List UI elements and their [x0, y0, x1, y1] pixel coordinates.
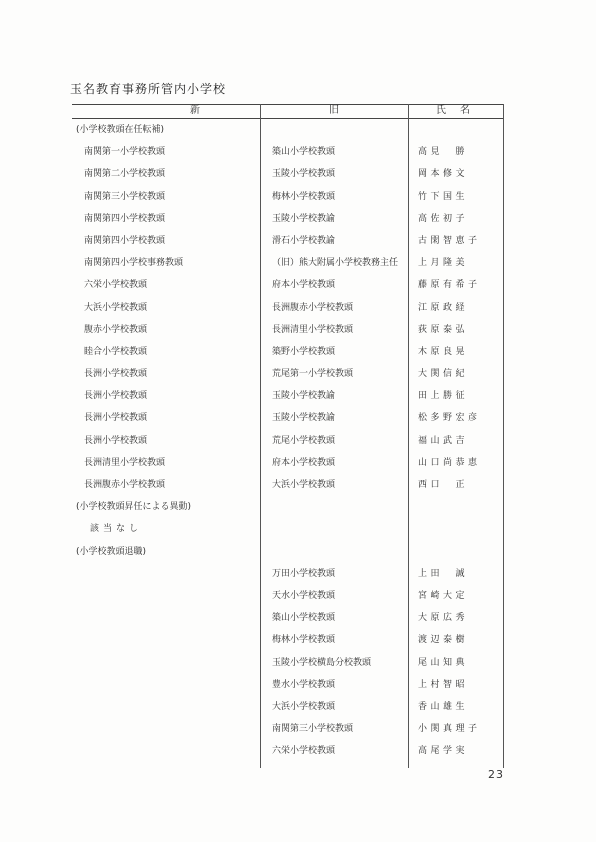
- table-row: [72, 585, 503, 607]
- table-row: [72, 141, 503, 163]
- new-position: 長洲清里小学校教頭: [84, 457, 166, 468]
- new-position: 南関第三小学校教頭: [84, 191, 166, 202]
- old-position: 滑石小学校教諭: [272, 235, 336, 246]
- person-name: 尾山知典: [418, 657, 469, 668]
- person-name: 上村智昭: [418, 679, 469, 690]
- old-position: （旧）熊大附属小学校教務主任: [272, 258, 399, 269]
- section-heading: (小学校教頭退職): [76, 546, 147, 557]
- new-position: 腹赤小学校教頭: [84, 324, 148, 335]
- person-name: 西口 正: [418, 480, 469, 490]
- person-name: 高見 勝: [418, 147, 469, 158]
- person-name: 藤原有希子: [418, 280, 481, 291]
- new-position: 長洲小学校教頭: [84, 413, 148, 424]
- section-heading: (小学校教頭在任転補): [76, 125, 165, 135]
- old-position: 大浜小学校教頭: [272, 480, 336, 490]
- person-name: 岡本修文: [418, 169, 469, 180]
- table-row: [72, 163, 503, 185]
- table-row: [72, 297, 503, 319]
- person-name: 福山武吉: [418, 435, 469, 446]
- new-position: 六栄小学校教頭: [84, 280, 148, 291]
- person-name: 大原広秀: [418, 613, 469, 624]
- new-position: 長洲腹赤小学校教頭: [84, 480, 166, 490]
- document-title: 玉名教育事務所管内小学校: [70, 82, 227, 96]
- old-position: 玉陵小学校教頭: [272, 169, 336, 180]
- header-name: 氏 名: [436, 105, 472, 116]
- person-name: 竹下国生: [418, 191, 469, 202]
- old-position: 玉陵小学校教諭: [272, 213, 336, 224]
- old-position: 府本小学校教頭: [272, 457, 336, 468]
- table-body: [72, 119, 503, 762]
- section-heading-row: [72, 119, 503, 141]
- new-position: 南関第二小学校教頭: [84, 169, 166, 180]
- old-position: 万田小学校教頭: [272, 568, 336, 579]
- header-new: 新: [190, 105, 200, 116]
- table-row: [72, 341, 503, 363]
- table-header: [72, 104, 503, 118]
- old-position: 荒尾第一小学校教頭: [272, 369, 354, 380]
- old-position: 梅林小学校教頭: [272, 635, 336, 646]
- person-name: 松多野宏彦: [418, 413, 481, 424]
- table-row: [72, 319, 503, 341]
- table-row: [72, 563, 503, 585]
- new-position: 長洲小学校教頭: [84, 391, 148, 402]
- person-name: 大関信紀: [418, 369, 469, 380]
- table-row: [72, 474, 503, 496]
- table-row: [72, 230, 503, 252]
- table-row: [72, 718, 503, 740]
- person-name: 小関真理子: [418, 724, 481, 735]
- table-row: [72, 274, 503, 296]
- table-right-border: [503, 104, 504, 768]
- person-name: 高尾学実: [418, 746, 469, 757]
- person-name: 上田 誠: [418, 568, 469, 579]
- table-row: [72, 629, 503, 651]
- person-name: 山口尚恭恵: [418, 457, 481, 468]
- header-old: 旧: [329, 105, 339, 116]
- new-position: 睦合小学校教頭: [84, 346, 148, 357]
- person-name: 木原良晃: [418, 346, 469, 357]
- person-name: 高佐初子: [418, 213, 469, 224]
- old-position: 長洲清里小学校教頭: [272, 324, 354, 335]
- table-row: [72, 452, 503, 474]
- table-row: [72, 186, 503, 208]
- section-heading: (小学校教頭昇任による異動): [76, 502, 192, 513]
- person-name: 渡辺泰樹: [418, 635, 469, 646]
- old-position: 築野小学校教頭: [272, 346, 336, 357]
- new-position: 長洲小学校教頭: [84, 369, 148, 380]
- person-name: 江原政経: [418, 302, 469, 313]
- old-position: 梅林小学校教頭: [272, 191, 336, 202]
- old-position: 六栄小学校教頭: [272, 746, 336, 757]
- person-name: 宮崎大定: [418, 590, 469, 601]
- new-position: 南関第四小学校教頭: [84, 235, 166, 246]
- person-name: 荻原泰弘: [418, 324, 469, 335]
- person-name: 古閑智恵子: [418, 235, 481, 246]
- personnel-table: [72, 104, 503, 768]
- new-position: 南関第四小学校事務教頭: [84, 258, 184, 269]
- table-row: [72, 407, 503, 429]
- table-row: [72, 208, 503, 230]
- table-row: [72, 252, 503, 274]
- person-name: 香山雄生: [418, 701, 469, 712]
- table-row: [72, 740, 503, 762]
- old-position: 豊水小学校教頭: [272, 679, 336, 690]
- new-position: 南関第一小学校教頭: [84, 147, 166, 158]
- person-name: 田上勝征: [418, 391, 469, 402]
- table-row: [72, 430, 503, 452]
- table-row: [72, 674, 503, 696]
- section-note: 該当なし: [90, 524, 143, 535]
- table-row: [72, 385, 503, 407]
- section-heading-row: [72, 496, 503, 518]
- old-position: 大浜小学校教頭: [272, 701, 336, 712]
- section-heading-row: [72, 541, 503, 563]
- old-position: 府本小学校教頭: [272, 280, 336, 291]
- person-name: 上月隆美: [418, 258, 469, 269]
- old-position: 玉陵小学校教諭: [272, 413, 336, 424]
- new-position: 南関第四小学校教頭: [84, 213, 166, 224]
- old-position: 玉陵小学校横島分校教頭: [272, 657, 372, 668]
- table-row: [72, 607, 503, 629]
- old-position: 築山小学校教頭: [272, 613, 336, 624]
- table-row: [72, 363, 503, 385]
- old-position: 南関第三小学校教頭: [272, 724, 354, 735]
- table-row: [72, 696, 503, 718]
- section-note-row: [72, 518, 503, 540]
- new-position: 長洲小学校教頭: [84, 435, 148, 446]
- old-position: 築山小学校教頭: [272, 147, 336, 158]
- old-position: 荒尾小学校教頭: [272, 435, 336, 446]
- old-position: 長洲腹赤小学校教頭: [272, 302, 354, 313]
- new-position: 大浜小学校教頭: [84, 302, 148, 313]
- old-position: 天水小学校教頭: [272, 590, 336, 601]
- page-number: 23: [488, 768, 504, 781]
- table-row: [72, 652, 503, 674]
- old-position: 玉陵小学校教諭: [272, 391, 336, 402]
